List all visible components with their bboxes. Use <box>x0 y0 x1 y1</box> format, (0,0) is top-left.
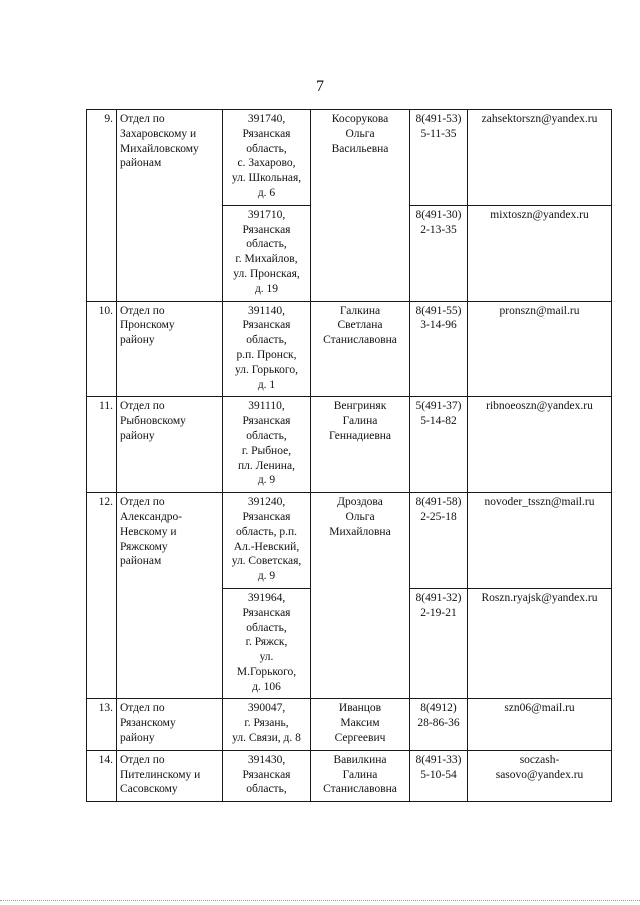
address-cell-line: ул. Горького, <box>235 363 298 376</box>
row-number-cell-text: 14. <box>98 753 113 766</box>
address-cell-line: ул. Пронская, <box>233 267 300 280</box>
address-cell-line: Рязанская <box>242 510 291 523</box>
head-name-cell-line: Дроздова <box>337 496 383 509</box>
scan-edge-line <box>0 900 640 901</box>
row-number-cell <box>87 493 117 699</box>
address-cell-line: область, <box>246 142 287 155</box>
table-row <box>87 699 612 750</box>
department-cell-line: Отдел по <box>120 304 165 317</box>
row-number-cell-text: 13. <box>98 702 113 715</box>
department-cell-line: Ряжскому <box>120 540 168 553</box>
head-name-cell-line: Светлана <box>337 319 383 332</box>
row-number-cell-text: 11. <box>99 400 113 413</box>
department-cell-line: району <box>120 429 155 442</box>
head-name-cell-line: Галина <box>342 768 378 781</box>
address-cell-line: ул. Школьная, <box>231 172 302 185</box>
head-name-cell-line: Ольга <box>345 510 375 523</box>
phone-cell-line: 8(491-30) <box>415 208 462 221</box>
address-cell-line: ул. Связи, д. 8 <box>232 732 301 745</box>
email-cell <box>468 301 612 397</box>
row-number-cell <box>87 397 117 493</box>
address-cell-line: Рязанская <box>242 415 291 428</box>
department-cell-line: Пронскому <box>120 319 175 332</box>
table-row <box>87 493 612 589</box>
row-number-cell-text: 12. <box>98 496 113 509</box>
address-cell-line: Рязанская <box>242 223 291 236</box>
address-cell-line: 391110, <box>248 400 285 413</box>
phone-cell-line: 2-25-18 <box>420 510 457 523</box>
department-cell-line: району <box>120 334 155 347</box>
email-cell-text[interactable]: szn06@mail.ru <box>504 702 575 715</box>
phone-cell <box>410 750 468 801</box>
phone-cell-line: 8(4912) <box>420 702 457 715</box>
phone-cell-line: 3-14-96 <box>420 319 457 332</box>
department-cell <box>117 699 223 750</box>
head-name-cell-line: Венгриняк <box>333 400 387 413</box>
row-number-cell <box>87 301 117 397</box>
address-cell-line: 391964, <box>247 591 286 604</box>
head-name-cell-line: Михайловна <box>329 525 391 538</box>
address-cell-line: Рязанская <box>242 768 291 781</box>
address-cell-line: г. Рыбное, <box>241 444 292 457</box>
address-cell-line: ул. <box>259 651 274 664</box>
address-cell-line: М.Горького, <box>236 665 297 678</box>
address-cell-line: Рязанская <box>242 127 291 140</box>
email-cell <box>468 750 612 801</box>
address-cell <box>223 205 311 301</box>
email-cell <box>468 397 612 493</box>
table-row <box>87 110 612 206</box>
phone-cell <box>410 699 468 750</box>
phone-cell-line: 28-86-36 <box>417 717 460 730</box>
address-cell <box>223 588 311 699</box>
email-cell-text[interactable]: pronszn@mail.ru <box>499 304 580 317</box>
head-name-cell-line: Ольга <box>345 127 375 140</box>
department-cell-line: Сасовскому <box>120 783 178 796</box>
phone-cell <box>410 301 468 397</box>
email-cell <box>468 205 612 301</box>
address-cell-line: д. 9 <box>257 570 276 583</box>
department-cell-line: районам <box>120 157 162 170</box>
department-cell-line: Невскому и <box>120 525 177 538</box>
head-name-cell <box>311 493 410 699</box>
head-name-cell-line: Васильевна <box>331 142 389 155</box>
email-cell <box>468 699 612 750</box>
address-cell-line: 391430, <box>247 753 286 766</box>
address-cell-line: Рязанская <box>242 319 291 332</box>
email-cell <box>468 110 612 206</box>
head-name-cell-line: Станиславовна <box>323 783 397 796</box>
phone-cell-line: 2-13-35 <box>420 223 457 236</box>
address-cell-line: Рязанская <box>242 606 291 619</box>
department-cell-line: Отдел по <box>120 753 165 766</box>
address-cell-line: область, <box>246 334 287 347</box>
row-number-cell <box>87 750 117 801</box>
address-cell-line: ул. Советская, <box>231 555 302 568</box>
department-cell-line: Михайловскому <box>120 142 199 155</box>
address-cell-line: область, <box>246 621 287 634</box>
row-number-cell-text: 10. <box>98 304 113 317</box>
department-cell <box>117 750 223 801</box>
address-cell-line: г. Ряжск, <box>245 636 288 649</box>
address-cell-line: 390047, <box>247 702 286 715</box>
department-cell-line: Отдел по <box>120 400 165 413</box>
phone-cell <box>410 397 468 493</box>
department-cell-line: районам <box>120 555 162 568</box>
department-cell-line: Александро- <box>120 510 183 523</box>
phone-cell-line: 8(491-32) <box>415 591 462 604</box>
department-cell <box>117 301 223 397</box>
phone-cell <box>410 205 468 301</box>
table-row <box>87 301 612 397</box>
phone-cell <box>410 110 468 206</box>
head-name-cell-line: Геннадиевна <box>328 429 392 442</box>
phone-cell-line: 5-14-82 <box>420 415 457 428</box>
row-number-cell <box>87 699 117 750</box>
head-name-cell-line: Галкина <box>339 304 381 317</box>
phone-cell <box>410 493 468 589</box>
head-name-cell-line: Сергеевич <box>334 732 386 745</box>
head-name-cell-line: Иванцов <box>338 702 382 715</box>
department-cell-line: району <box>120 732 155 745</box>
head-name-cell <box>311 110 410 302</box>
email-cell-text[interactable]: Roszn.ryajsk@yandex.ru <box>481 591 598 604</box>
row-number-cell-text: 9. <box>104 113 113 125</box>
phone-cell-line: 5-11-35 <box>420 127 457 140</box>
address-cell-line: г. Рязань, <box>244 717 289 730</box>
head-name-cell <box>311 301 410 397</box>
address-cell-line: с. Захарово, <box>237 157 296 170</box>
head-name-cell-line: Косорукова <box>331 113 389 125</box>
address-cell <box>223 397 311 493</box>
department-cell <box>117 397 223 493</box>
address-cell-line: д. 19 <box>254 282 279 295</box>
address-cell-line: р.п. Пронск, <box>236 348 297 361</box>
head-name-cell <box>311 397 410 493</box>
email-cell <box>468 588 612 699</box>
address-cell <box>223 750 311 801</box>
head-name-cell-line: Вавилкина <box>333 753 387 766</box>
address-cell-line: д. 9 <box>257 474 276 487</box>
table-row <box>87 397 612 493</box>
phone-cell-line: 2-19-21 <box>420 606 457 619</box>
head-name-cell <box>311 750 410 801</box>
email-cell-text[interactable]: novoder_tsszn@mail.ru <box>484 496 595 509</box>
row-number-cell <box>87 110 117 302</box>
email-cell-text[interactable]: zahsektorszn@yandex.ru <box>481 113 598 125</box>
department-cell-line: Рязанскому <box>120 717 176 730</box>
address-cell-line: Ал.-Невский, <box>233 540 300 553</box>
address-cell <box>223 699 311 750</box>
email-cell <box>468 493 612 589</box>
head-name-cell-line: Галина <box>342 415 378 428</box>
address-cell-line: д. 106 <box>252 680 281 693</box>
phone-cell-line: 8(491-58) <box>415 496 462 509</box>
phone-cell-line: 8(491-33) <box>415 753 462 766</box>
department-cell-line: Пителинскому и <box>120 768 201 781</box>
address-cell-line: область, <box>246 783 287 796</box>
table-row <box>87 750 612 801</box>
department-directory-table <box>86 109 612 802</box>
department-cell-line: Отдел по <box>120 113 165 125</box>
department-cell <box>117 110 223 302</box>
phone-cell <box>410 588 468 699</box>
address-cell <box>223 301 311 397</box>
head-name-cell <box>311 699 410 750</box>
department-cell-line: Отдел по <box>120 702 165 715</box>
email-cell-text[interactable]: ribnoeoszn@yandex.ru <box>486 400 593 413</box>
email-cell-text[interactable]: mixtoszn@yandex.ru <box>490 208 589 221</box>
head-name-cell-line: Максим <box>340 717 380 730</box>
address-cell-line: д. 6 <box>257 186 276 199</box>
address-cell-line: д. 1 <box>257 378 276 391</box>
address-cell <box>223 110 311 206</box>
address-cell <box>223 493 311 589</box>
address-cell-line: г. Михайлов, <box>235 253 298 266</box>
phone-cell-line: 5-10-54 <box>420 768 457 781</box>
phone-cell-line: 8(491-53) <box>415 113 462 125</box>
department-cell-line: Рыбновскому <box>120 415 186 428</box>
department-cell-line: Отдел по <box>120 496 165 509</box>
phone-cell-line: 8(491-55) <box>415 304 462 317</box>
address-cell-line: пл. Ленина, <box>238 459 295 472</box>
page-number: 7 <box>316 78 324 95</box>
phone-cell-line: 5(491-37) <box>415 400 462 413</box>
address-cell-line: 391140, <box>248 304 285 317</box>
table-body <box>87 110 612 802</box>
email-cell-text[interactable]: soczash- sasovo@yandex.ru <box>495 753 584 781</box>
address-cell-line: область, <box>246 429 287 442</box>
address-cell-line: область, р.п. <box>236 525 297 538</box>
address-cell-line: область, <box>246 238 287 251</box>
address-cell-line: 391240, <box>247 496 286 509</box>
department-cell-line: Захаровскому и <box>120 127 197 140</box>
head-name-cell-line: Станиславовна <box>323 334 397 347</box>
address-cell-line: 391710, <box>247 208 286 221</box>
department-cell <box>117 493 223 699</box>
address-cell-line: 391740, <box>247 113 286 125</box>
